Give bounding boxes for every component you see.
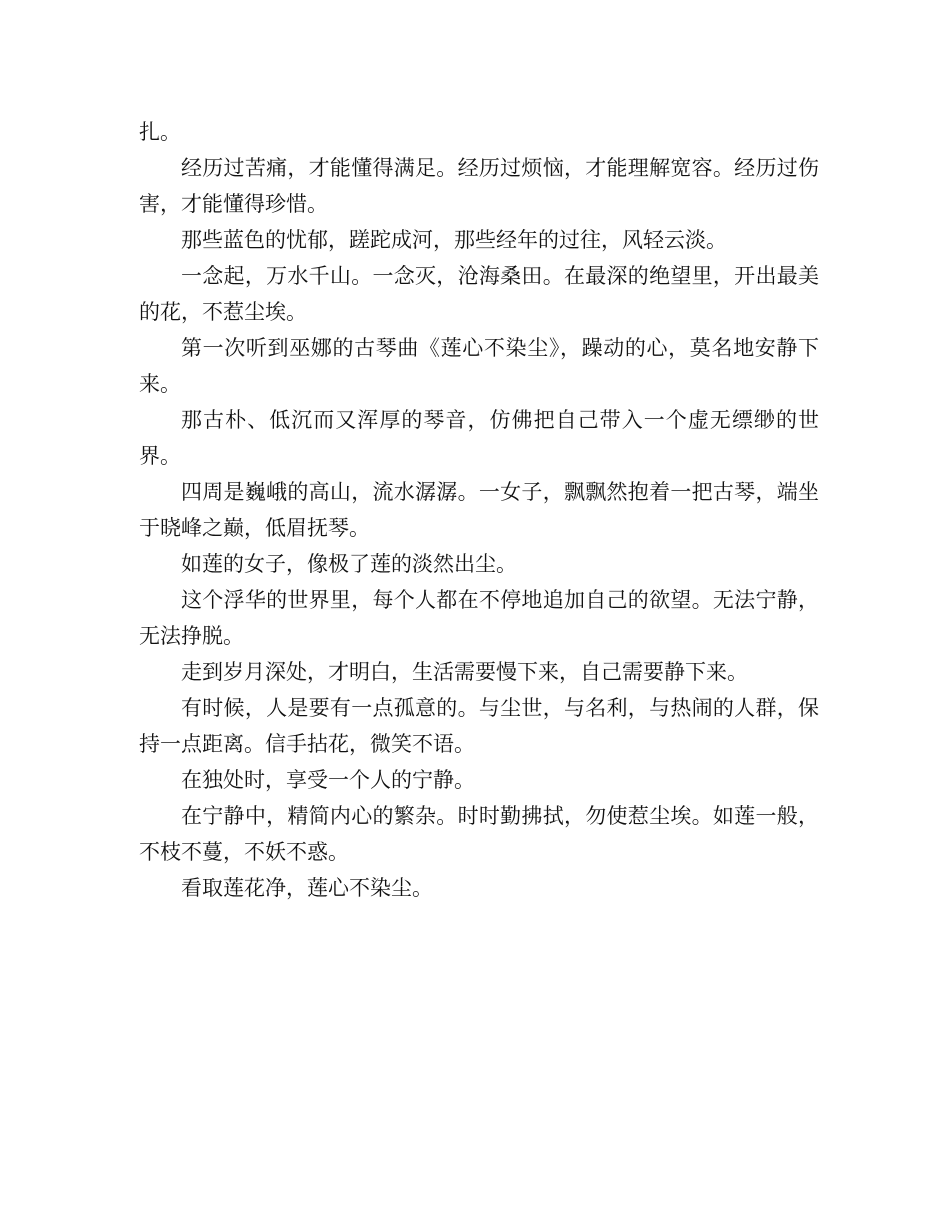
paragraph: 在宁静中，精简内心的繁杂。时时勤拂拭，勿使惹尘埃。如莲一般，不枝不蔓，不妖不惑。	[139, 804, 819, 864]
paragraph: 走到岁月深处，才明白，生活需要慢下来，自己需要静下来。	[181, 660, 748, 684]
paragraph: 那古朴、低沉而又浑厚的琴音，仿佛把自己带入一个虚无缥缈的世界。	[139, 408, 819, 468]
paragraph: 第一次听到巫娜的古琴曲《莲心不染尘》，躁动的心，莫名地安静下来。	[139, 336, 819, 396]
paragraph: 四周是巍峨的高山，流水潺潺。一女子，飘飘然抱着一把古琴，端坐于晓峰之巅，低眉抚琴。	[139, 480, 819, 540]
paragraph: 在独处时，享受一个人的宁静。	[181, 768, 475, 792]
paragraph: 那些蓝色的忧郁，蹉跎成河，那些经年的过往，风轻云淡。	[181, 228, 727, 252]
paragraph: 一念起，万水千山。一念灭，沧海桑田。在最深的绝望里，开出最美的花，不惹尘埃。	[139, 264, 819, 324]
paragraph: 看取莲花净，莲心不染尘。	[181, 876, 433, 900]
document-body	[139, 114, 819, 906]
paragraph: 有时候，人是要有一点孤意的。与尘世，与名利，与热闹的人群，保持一点距离。信手拈花，微笑不语。	[139, 696, 819, 756]
paragraph-continuation: 扎。	[139, 120, 181, 144]
paragraph: 经历过苦痛，才能懂得满足。经历过烦恼，才能理解宽容。经历过伤害，才能懂得珍惜。	[139, 156, 819, 216]
paragraph: 这个浮华的世界里，每个人都在不停地追加自己的欲望。无法宁静，无法挣脱。	[139, 588, 819, 648]
paragraph: 如莲的女子，像极了莲的淡然出尘。	[181, 552, 517, 576]
